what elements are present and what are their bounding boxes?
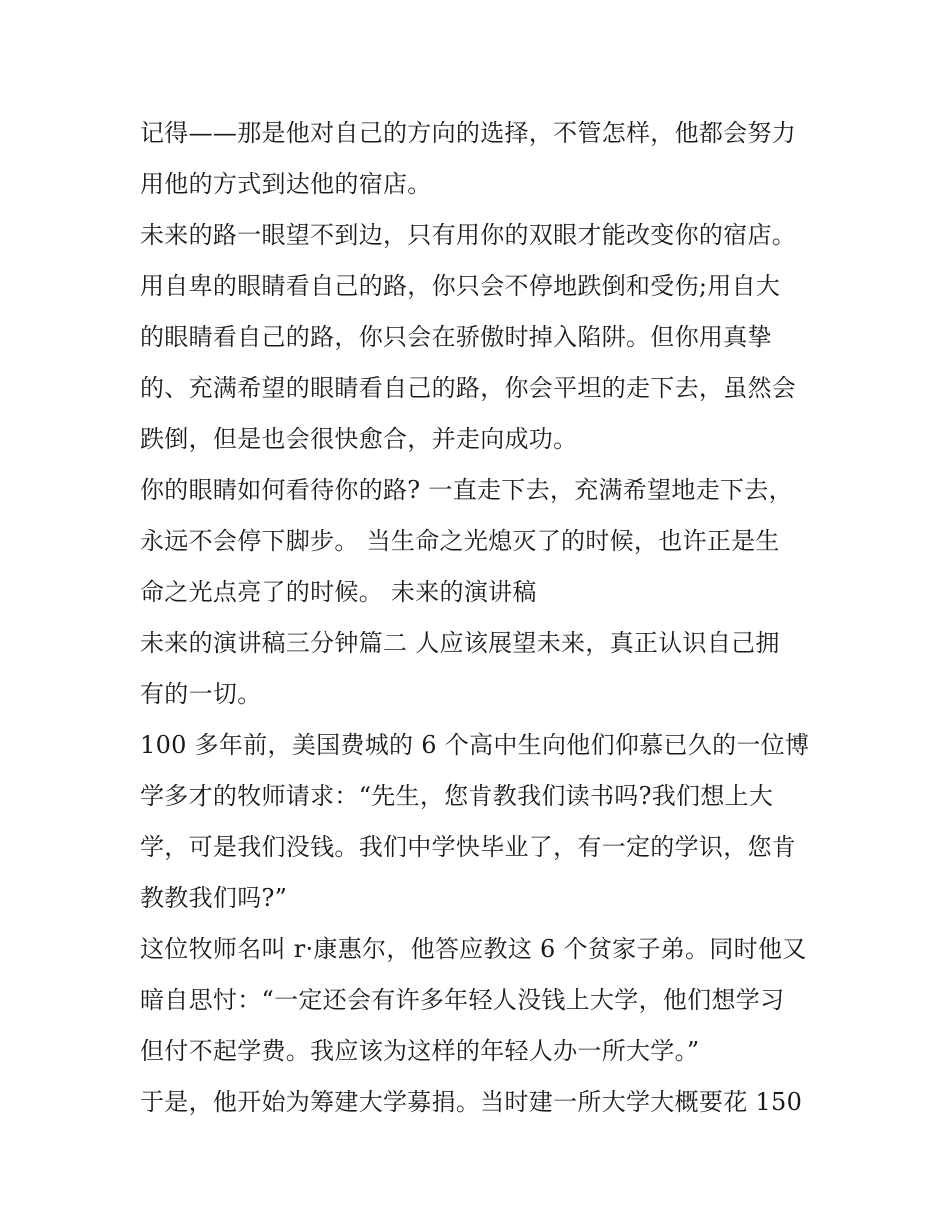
text-line: 你的眼睛如何看待你的路? 一直走下去，充满希望地走下去， — [140, 476, 793, 504]
text-line: 学多才的牧师请求：“先生，您肯教我们读书吗?我们想上大 — [140, 782, 774, 810]
text-line: 暗自思忖：“一定还会有许多年轻人没钱上大学，他们想学习 — [140, 986, 785, 1014]
text-line: 记得——那是他对自己的方向的选择，不管怎样，他都会努力 — [140, 119, 797, 147]
text-line: 于是，他开始为筹建大学募捐。当时建一所大学大概要花 150 — [140, 1088, 803, 1116]
text-line: 有的一切。 — [140, 680, 262, 708]
text-line: 100 多年前，美国费城的 6 个高中生向他们仰慕已久的一位博 — [140, 731, 810, 759]
text-line: 跌倒，但是也会很快愈合，并走向成功。 — [140, 425, 578, 453]
paragraph-3 — [140, 465, 820, 618]
text-line: 教教我们吗?” — [140, 884, 288, 912]
text-line: 永远不会停下脚步。 当生命之光熄灭了的时候，也许正是生 — [140, 527, 780, 555]
text-line: 未来的路一眼望不到边，只有用你的双眼才能改变你的宿店。 — [140, 221, 797, 249]
text-line: 用自卑的眼睛看自己的路，你只会不停地跌倒和受伤;用自大 — [140, 272, 781, 300]
paragraph-6 — [140, 924, 820, 1077]
text-line: 的眼睛看自己的路，你只会在骄傲时掉入陷阱。但你用真挚 — [140, 323, 772, 351]
text-line: 这位牧师名叫 r·康惠尔，他答应教这 6 个贫家子弟。同时他又 — [140, 935, 807, 963]
paragraph-7 — [140, 1077, 820, 1128]
text-line: 但付不起学费。我应该为这样的年轻人办一所大学。” — [140, 1037, 700, 1065]
document-body — [140, 108, 820, 1128]
paragraph-5 — [140, 720, 820, 924]
text-line: 的、充满希望的眼睛看自己的路，你会平坦的走下去，虽然会 — [140, 374, 797, 402]
paragraph-4 — [140, 618, 820, 720]
text-line: 命之光点亮了的时候。 未来的演讲稿 — [140, 578, 537, 606]
paragraph-2 — [140, 210, 820, 465]
text-line: 未来的演讲稿三分钟篇二 人应该展望未来，真正认识自己拥 — [140, 629, 780, 657]
text-line: 学，可是我们没钱。我们中学快毕业了，有一定的学识，您肯 — [140, 833, 797, 861]
text-line: 用他的方式到达他的宿店。 — [140, 170, 432, 198]
paragraph-1 — [140, 108, 820, 210]
